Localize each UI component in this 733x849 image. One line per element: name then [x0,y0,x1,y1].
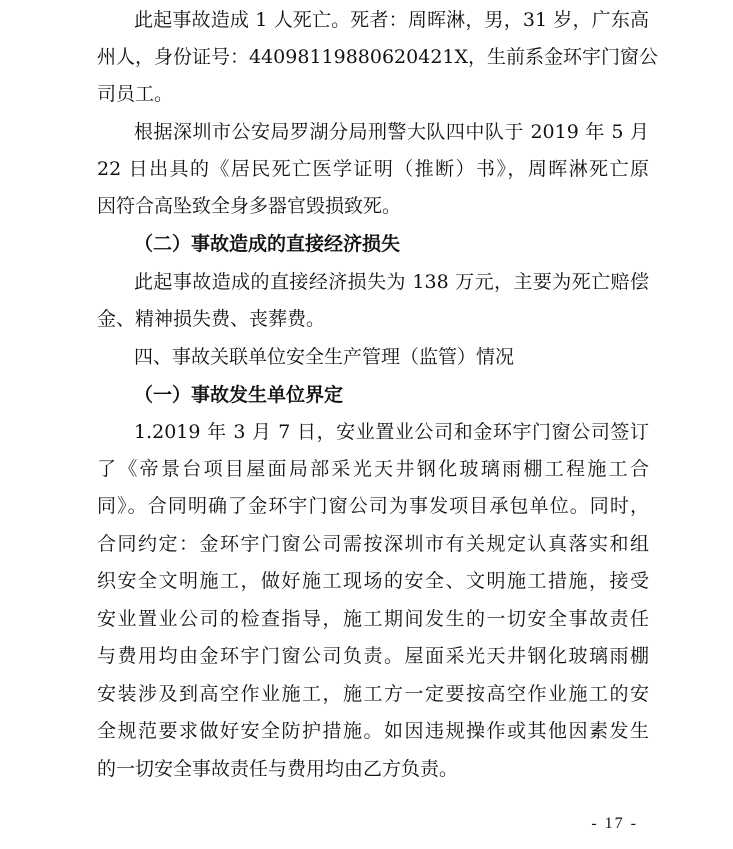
paragraph-line: 金、精神损失费、丧葬费。 [97,308,326,330]
paragraph-line: 22 日出具的《居民死亡医学证明（推断）书》，周晖淋死亡原 [97,158,649,180]
paragraph-line: 州人，身份证号：44098119880620421X，生前系金环宇门窗公 [97,46,659,68]
paragraph-line: 安业置业公司的检查指导，施工期间发生的一切安全事故责任 [97,608,649,630]
paragraph-line: 安装涉及到高空作业施工，施工方一定要按高空作业施工的安 [97,683,649,705]
paragraph-line: 合同约定：金环宇门窗公司需按深圳市有关规定认真落实和组 [97,533,649,555]
paragraph-line: 全规范要求做好安全防护措施。如因违规操作或其他因素发生 [97,720,649,742]
paragraph-line: 司员工。 [97,83,174,105]
paragraph-line: 的一切安全事故责任与费用均由乙方负责。 [97,758,459,780]
paragraph-line: 1.2019 年 3 月 7 日，安业置业公司和金环宇门窗公司签订 [134,421,649,443]
paragraph-line: 因符合高坠致全身多器官毁损致死。 [97,195,402,217]
section-heading: （一）事故发生单位界定 [134,384,344,406]
section-heading: 四、事故关联单位安全生产管理（监管）情况 [134,346,515,368]
section-heading: （二）事故造成的直接经济损失 [134,233,401,255]
paragraph-line: 织安全文明施工，做好施工现场的安全、文明施工措施，接受 [97,570,649,592]
paragraph-line: 与费用均由金环宇门窗公司负责。屋面采光天井钢化玻璃雨棚 [97,645,649,667]
paragraph-line: 此起事故造成的直接经济损失为 138 万元，主要为死亡赔偿 [134,271,649,293]
paragraph-line: 同》。合同明确了金环宇门窗公司为事发项目承包单位。同时， [97,495,649,517]
paragraph-line: 根据深圳市公安局罗湖分局刑警大队四中队于 2019 年 5 月 [134,121,649,143]
paragraph-line: 此起事故造成 1 人死亡。死者：周晖淋，男，31 岁，广东高 [134,9,649,31]
page-number: - 17 - [591,815,638,832]
paragraph-line: 了《帝景台项目屋面局部采光天井钢化玻璃雨棚工程施工合 [97,458,649,480]
